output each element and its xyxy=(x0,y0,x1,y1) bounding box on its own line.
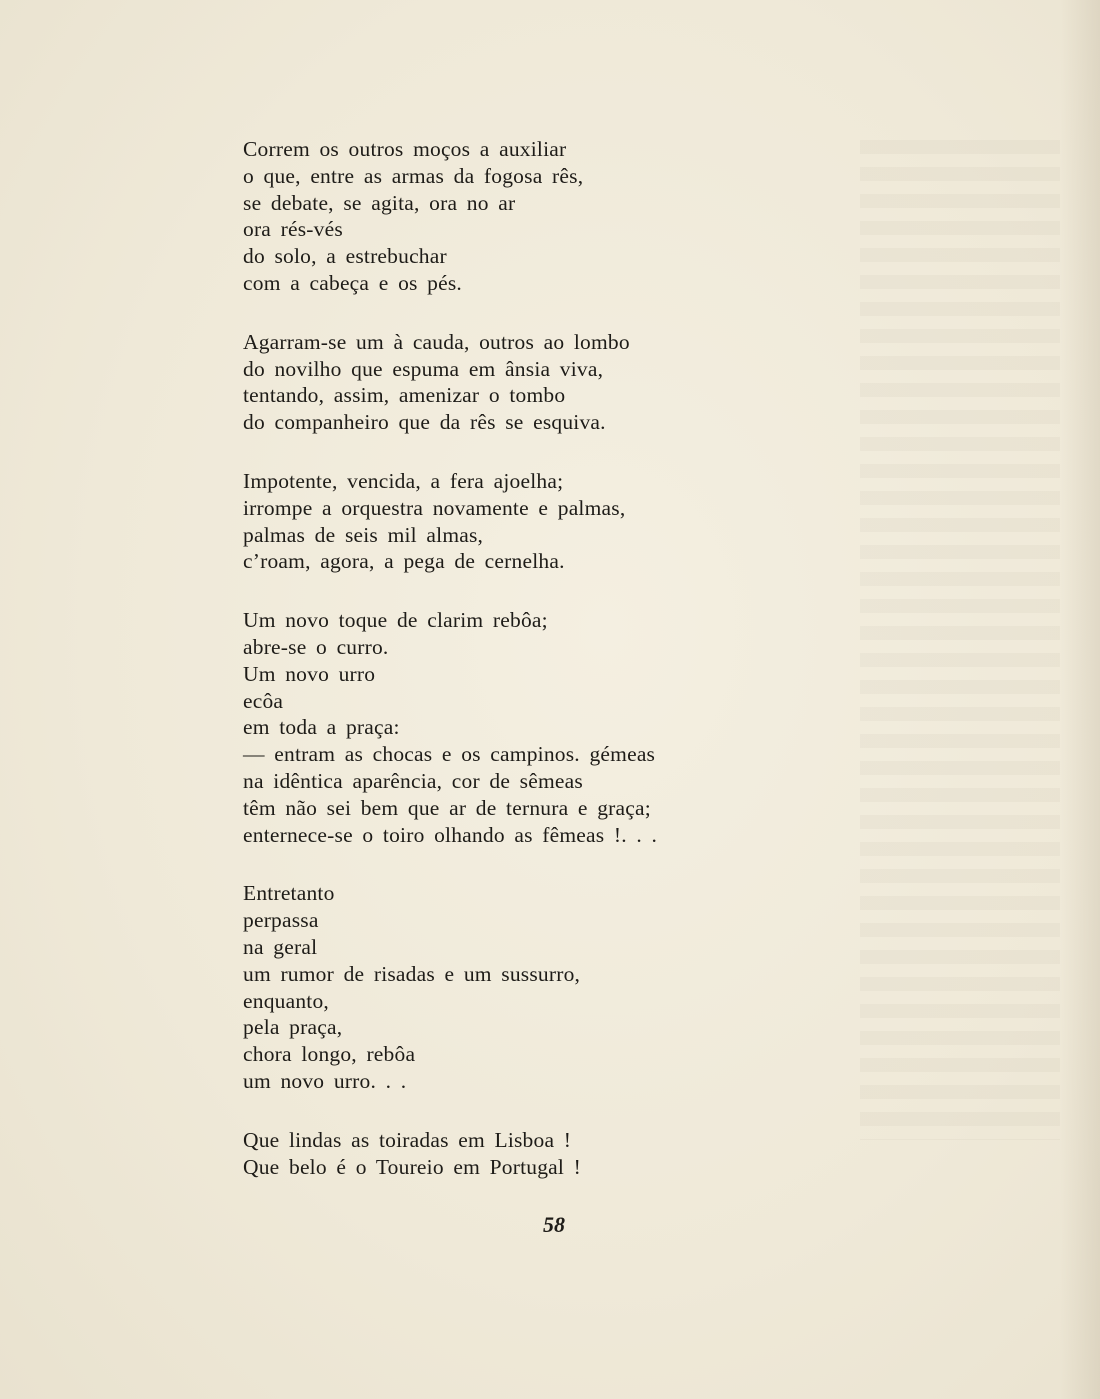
poem-line: palmas de seis mil almas, xyxy=(243,522,484,547)
poem-line: um rumor de risadas e um sussurro, xyxy=(243,961,581,986)
poem-line: perpassa xyxy=(243,908,319,933)
poem-line: abre-se o curro. xyxy=(243,634,389,659)
stanza xyxy=(243,136,843,297)
poem-line: se debate, se agita, ora no ar xyxy=(243,190,516,215)
poem-line: Um novo urro xyxy=(243,661,376,686)
poem-line: chora longo, rebôa xyxy=(243,1042,416,1067)
show-through-text xyxy=(860,140,1060,1140)
poem-line: um novo urro. . . xyxy=(243,1068,407,1093)
page-number: 58 xyxy=(543,1212,565,1237)
poem-line: ora rés-vés xyxy=(243,217,343,242)
poem-line: ecôa xyxy=(243,688,284,713)
poem-line: na geral xyxy=(243,934,318,959)
poem-line: Que belo é o Toureio em Portugal ! xyxy=(243,1154,582,1179)
poem-line: Agarram-se um à cauda, outros ao lombo xyxy=(243,329,630,354)
poem-line: c’roam, agora, a pega de cernelha. xyxy=(243,549,565,574)
poem-line: o que, entre as armas da fogosa rês, xyxy=(243,163,584,188)
poem-line: em toda a praça: xyxy=(243,715,400,740)
stanza xyxy=(243,1127,843,1181)
poem-line: enquanto, xyxy=(243,988,329,1013)
poem-line: pela praça, xyxy=(243,1015,343,1040)
poem-line: Entretanto xyxy=(243,881,335,906)
poem-line: irrompe a orquestra novamente e palmas, xyxy=(243,495,626,520)
stanza xyxy=(243,880,843,1094)
poem-line: do solo, a estrebuchar xyxy=(243,244,447,269)
poem-line: Impotente, vencida, a fera ajoelha; xyxy=(243,468,564,493)
poem-line: Correm os outros moços a auxiliar xyxy=(243,137,567,161)
poem-line: na idêntica aparência, cor de sêmeas xyxy=(243,768,583,793)
poem xyxy=(243,136,843,1180)
poem-line: têm não sei bem que ar de ternura e graça; xyxy=(243,795,651,820)
stanza xyxy=(243,329,843,436)
poem-line: tentando, assim, amenizar o tombo xyxy=(243,383,566,408)
poem-line: Um novo toque de clarim rebôa; xyxy=(243,608,548,633)
stanza xyxy=(243,607,843,848)
poem-line: do companheiro que da rês se esquiva. xyxy=(243,410,606,435)
poem-line: do novilho que espuma em ânsia viva, xyxy=(243,356,604,381)
poem-line: — entram as chocas e os campinos. gémeas xyxy=(243,742,656,767)
page-edge-shadow xyxy=(1060,0,1100,1399)
poem-line: com a cabeça e os pés. xyxy=(243,270,462,295)
poem-line: enternece-se o toiro olhando as fêmeas !. . . xyxy=(243,822,658,847)
stanza xyxy=(243,468,843,575)
poem-line: Que lindas as toiradas em Lisboa ! xyxy=(243,1127,572,1152)
